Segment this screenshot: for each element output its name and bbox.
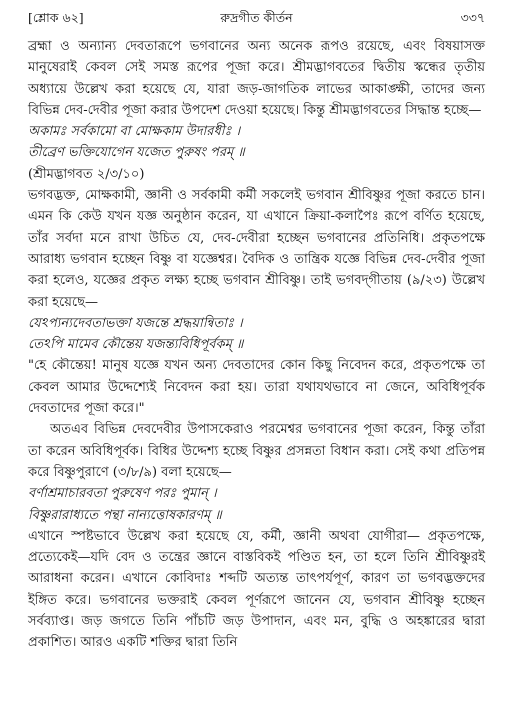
verse-1-line-1: অকামঃ সর্বকামো বা মোক্ষকাম উদারধীঃ ।	[28, 124, 241, 140]
chapter-title: রুদ্রগীত কীর্তন	[220, 10, 293, 25]
page-number: ৩৩৭	[460, 10, 485, 25]
paragraph-1: ব্রহ্মা ও অন্যান্য দেবতারূপে ভগবানের অন্য অনেক রূপও রয়েছে, এবং বিষয়াসক্ত মানুষেরাই কেবল সেই সমস্ত রূপের পূজা করে। শ্রীমদ্ভাগবতের দ্বিতীয় স্কন্ধের তৃতীয় অধ্যায়ে উল্লেখ করা হয়েছে যে, যারা জড়-জাগতিক লাভের আকাঙ্ক্ষী, তাদের জন্য বিভিন্ন দেব-দেবীর পূজা করার উপদেশ দেওয়া হয়েছে। কিন্তু শ্রীমদ্ভাগবতের সিদ্ধান্ত হচ্ছে—	[28, 39, 485, 118]
page-body	[28, 36, 485, 654]
verse-2-line-2: তেঽপি মামেব কৌন্তেয় যজন্ত্যবিধিপূর্বকম্ ॥	[28, 337, 244, 353]
verse-1-citation: (শ্রীমদ্ভাগবত ২/৩/১০)	[28, 166, 145, 182]
verse-reference: [শ্লোক ৬২]	[28, 10, 84, 25]
paragraph-4: অতএব বিভিন্ন দেবদেবীর উপাসকেরাও পরমেশ্বর ভগবানের পূজা করেন, কিন্তু তাঁরা তা করেন অবিধিপূর্বক। বিধির উদ্দেশ্য হচ্ছে বিষ্ণুর প্রসন্নতা বিধান করা। সেই কথা প্রতিপন্ন করে বিষ্ণুপুরাণে (৩/৮/৯) বলা হয়েছে—	[28, 422, 485, 480]
paragraph-2: ভগবদ্ভক্ত, মোক্ষকামী, জ্ঞানী ও সর্বকামী কর্মী সকলেই ভগবান শ্রীবিষ্ণুর পূজা করতে চান। এমন কি কেউ যখন যজ্ঞ অনুষ্ঠান করেন, যা এখানে ক্রিয়া-কলাপৈঃ রূপে বর্ণিত হয়েছে, তাঁর সর্বদা মনে রাখা উচিত যে, দেব-দেবীরা হচ্ছেন ভগবানের প্রতিনিধি। প্রকৃতপক্ষে আরাধ্য ভগবান হচ্ছেন বিষ্ণু বা যজ্ঞেশ্বর। বৈদিক ও তান্ত্রিক যজ্ঞে বিভিন্ন দেব-দেবীর পূজা করা হলেও, যজ্ঞের প্রকৃত লক্ষ্য হচ্ছে ভগবান শ্রীবিষ্ণু। তাই ভগবদ্‌গীতায় (৯/২৩) উল্লেখ করা হয়েছে—	[28, 188, 485, 310]
paragraph-5: এখানে স্পষ্টভাবে উল্লেখ করা হয়েছে যে, কর্মী, জ্ঞানী অথবা যোগীরা— প্রকৃতপক্ষে, প্রত্যেকেই—যদি বেদ ও তন্ত্রের জ্ঞানে বাস্তবিকই পণ্ডিত হন, তা হলে তিনি শ্রীবিষ্ণুরই আরাধনা করেন। এখানে কোবিদাঃ শব্দটি অত্যন্ত তাৎপর্যপূর্ণ, কারণ তা ভগবদ্ভক্তদের ইঙ্গিত করে। ভগবানের ভক্তরাই কেবল পূর্ণরূপে জানেন যে, ভগবান শ্রীবিষ্ণু হচ্ছেন সর্বব্যাপ্ত। জড় জগতে তিনি পাঁচটি জড় উপাদান, এবং মন, বুদ্ধি ও অহঙ্কারের দ্বারা প্রকাশিত। আরও একটি শক্তির দ্বারা তিনি	[28, 528, 485, 651]
page-header	[28, 6, 485, 28]
verse-3-line-1: বর্ণাশ্রমাচারবতা পুরুষেণ পরঃ পুমান্ ।	[28, 486, 217, 502]
verse-2-line-1: যেঽপ্যন্যদেবতাভক্তা যজন্তে শ্রদ্ধয়ান্বিতাঃ ।	[28, 315, 243, 331]
verse-1-line-2: তীব্রেণ ভক্তিযোগেন যজেত পুরুষং পরম্ ॥	[28, 145, 245, 161]
paragraph-3: "হে কৌন্তেয়! মানুষ যজ্ঞে যখন অন্য দেবতাদের কোন কিছু নিবেদন করে, প্রকৃতপক্ষে তা কেবল আমার উদ্দেশ্যেই নিবেদন করা হয়। তারা যথাযথভাবে না জেনে, অবিধিপূর্বক দেবতাদের পূজা করে।"	[28, 358, 485, 417]
verse-3-line-2: বিষ্ণুরারাধ্যতে পন্থা নান্যত্তোষকারণম্ ॥	[28, 507, 222, 523]
